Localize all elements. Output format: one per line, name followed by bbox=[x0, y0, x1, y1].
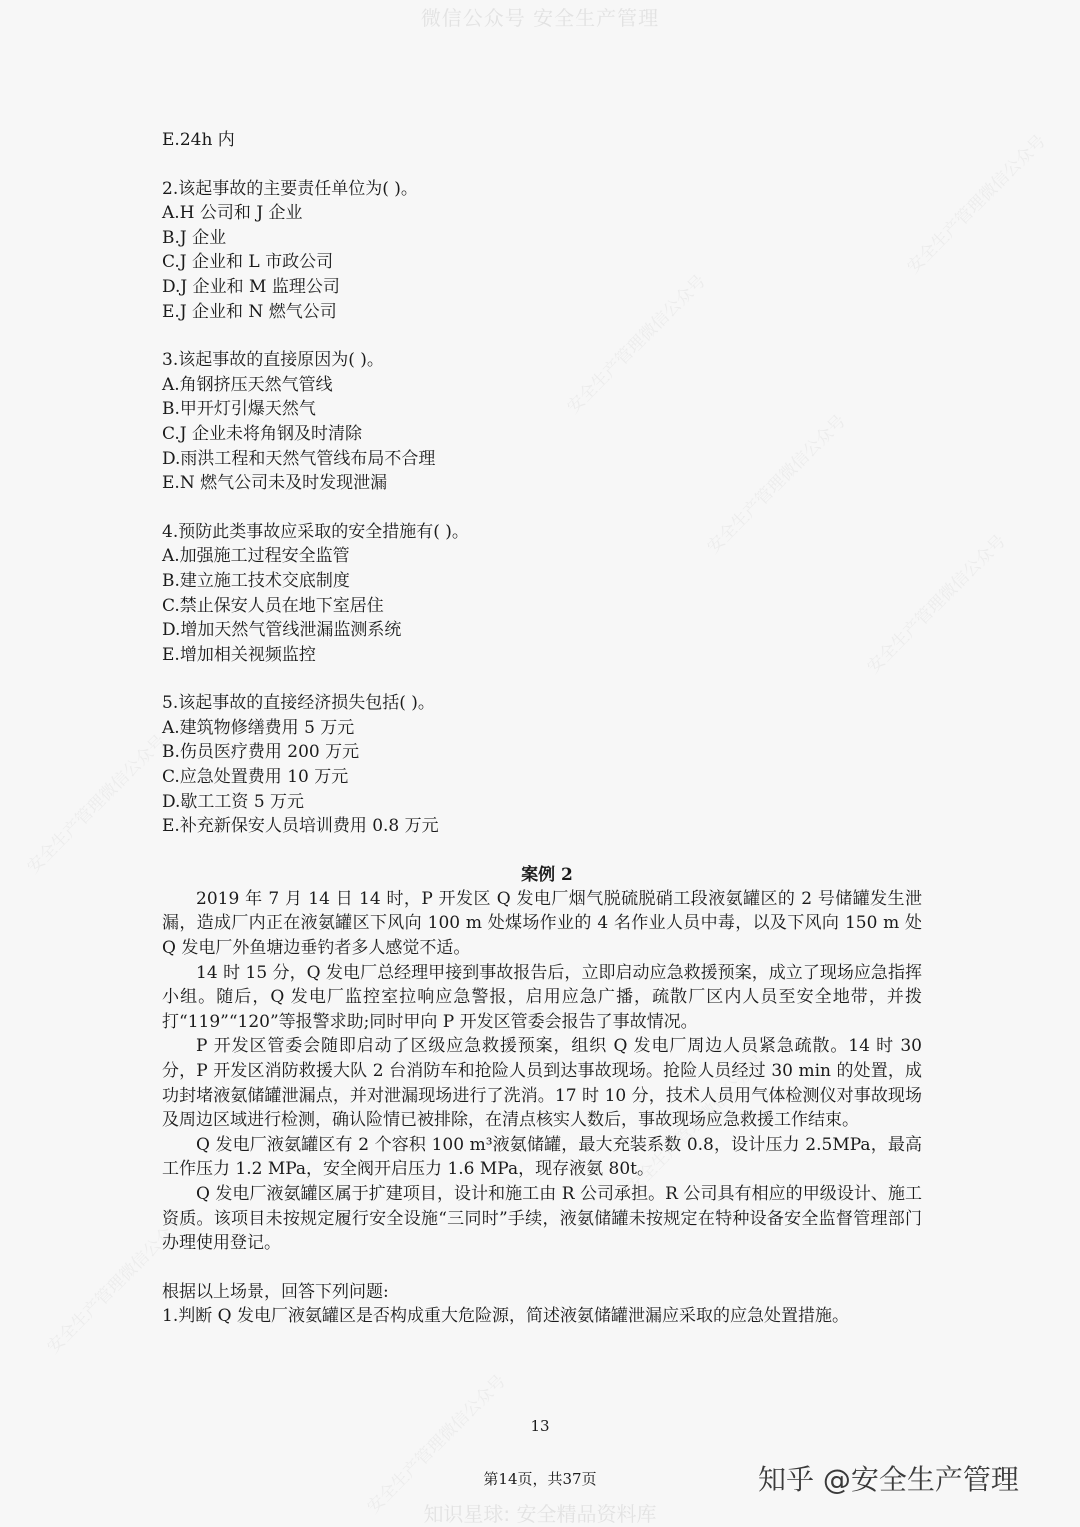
case-paragraph: P 开发区管委会随即启动了区级应急救援预案，组织 Q 发电厂周边人员紧急疏散。14 时 30 分，P 开发区消防救援大队 2 台消防车和抢险人员到达事故现场。抢险人员经过 30 min 的处置，成功封堵液氨储罐泄漏点，并对泄漏现场进行了洗消。17 时 10 分，技术人员用气体检测仪对事故现场及周边区域进行检测，确认险情已被排除，在清点核实人数后，事故现场应急救援工作结束。 bbox=[162, 1036, 922, 1131]
option-line: E.增加相关视频监控 bbox=[162, 644, 316, 665]
zhihu-credit: 知乎 @安全生产管理 bbox=[758, 1463, 1019, 1496]
option-line: A.H 公司和 J 企业 bbox=[162, 203, 303, 224]
option-line: D.增加天然气管线泄漏监测系统 bbox=[162, 620, 402, 641]
option-line: D.J 企业和 M 监理公司 bbox=[162, 276, 340, 297]
diagonal-watermark: 安全生产管理微信公众号 bbox=[563, 271, 710, 418]
option-line: B.甲开灯引爆天然气 bbox=[162, 399, 316, 420]
option-line: C.J 企业和 L 市政公司 bbox=[162, 252, 334, 273]
option-line: E.24h 内 bbox=[162, 130, 235, 150]
case-title: 案例 2 bbox=[521, 864, 573, 885]
case-question-1: 1.判断 Q 发电厂液氨罐区是否构成重大危险源，简述液氨储罐泄漏应采取的应急处置措施。 bbox=[162, 1306, 849, 1327]
question-3 bbox=[162, 348, 922, 496]
question-stem: 5.该起事故的直接经济损失包括( )。 bbox=[162, 693, 435, 714]
question-4 bbox=[162, 520, 922, 668]
option-line: A.加强施工过程安全监管 bbox=[162, 546, 350, 567]
diagonal-watermark: 安全生产管理微信公众号 bbox=[863, 531, 1010, 678]
question-stem: 4.预防此类事故应采取的安全措施有( )。 bbox=[162, 521, 469, 542]
option-block-prev bbox=[162, 128, 922, 153]
case-prompt: 根据以上场景，回答下列问题: bbox=[162, 1281, 389, 1302]
page-number: 13 bbox=[530, 1417, 550, 1435]
document-body bbox=[162, 128, 922, 1329]
option-line: E.J 企业和 N 燃气公司 bbox=[162, 301, 337, 322]
option-line: C.应急处置费用 10 万元 bbox=[162, 767, 349, 788]
option-line: D.歇工工资 5 万元 bbox=[162, 791, 305, 812]
case-paragraph: 2019 年 7 月 14 日 14 时，P 开发区 Q 发电厂烟气脱硫脱硝工段液氨罐区的 2 号储罐发生泄漏，造成厂内正在液氨罐区下风向 100 m 处煤场作业的 4 名作业人员中毒，以及下风向 150 m 处 Q 发电厂外鱼塘边垂钓者多人感觉不适。 bbox=[162, 888, 922, 959]
question-2 bbox=[162, 177, 922, 325]
question-stem: 3.该起事故的直接原因为( )。 bbox=[162, 350, 384, 371]
option-line: E.N 燃气公司未及时发现泄漏 bbox=[162, 473, 388, 494]
option-line: B.建立施工技术交底制度 bbox=[162, 570, 350, 591]
diagonal-watermark: 安全生产管理微信公众号 bbox=[363, 1371, 510, 1518]
question-stem: 2.该起事故的主要责任单位为( )。 bbox=[162, 178, 418, 199]
case-paragraph: 14 时 15 分，Q 发电厂总经理甲接到事故报告后，立即启动应急救援预案，成立了现场应急指挥小组。随后，Q 发电厂监控室拉响应急警报，启用应急广播，疏散厂区内人员至安全地带，并拨打“119”“120”等报警求助;同时甲向 P 开发区管委会报告了事故情况。 bbox=[162, 962, 922, 1032]
diagonal-watermark: 安全生产管理微信公众号 bbox=[903, 131, 1050, 278]
option-line: B.J 企业 bbox=[162, 227, 227, 248]
top-watermark: 微信公众号 安全生产管理 bbox=[420, 6, 660, 30]
page-count: 第14页，共37页 bbox=[483, 1470, 597, 1488]
option-line: A.建筑物修缮费用 5 万元 bbox=[162, 717, 355, 738]
option-line: A.角钢挤压天然气管线 bbox=[162, 374, 333, 395]
option-line: C.禁止保安人员在地下室居住 bbox=[162, 595, 384, 616]
diagonal-watermark: 安全生产管理微信公众号 bbox=[623, 1051, 770, 1198]
diagonal-watermark: 安全生产管理微信公众号 bbox=[23, 731, 170, 878]
bottom-watermark: 知识星球: 安全精品资料库 bbox=[423, 1502, 657, 1526]
case-paragraph: Q 发电厂液氨罐区有 2 个容积 100 m³液氨储罐，最大充装系数 0.8，设计压力 2.5MPa，最高工作压力 1.2 MPa，安全阀开启压力 1.6 MPa，现存液氨 80t。 bbox=[162, 1134, 922, 1180]
option-line: D.雨洪工程和天然气管线布局不合理 bbox=[162, 448, 436, 469]
diagonal-watermark: 安全生产管理微信公众号 bbox=[703, 411, 850, 558]
case-paragraph: Q 发电厂液氨罐区属于扩建项目，设计和施工由 R 公司承担。R 公司具有相应的甲级设计、施工资质。该项目未按规定履行安全设施“三同时”手续，液氨储罐未按规定在特种设备安全监督管理部门办理使用登记。 bbox=[162, 1183, 922, 1254]
option-line: E.补充新保安人员培训费用 0.8 万元 bbox=[162, 816, 439, 837]
question-5 bbox=[162, 691, 922, 839]
option-line: C.J 企业未将角钢及时清除 bbox=[162, 423, 363, 444]
diagonal-watermark: 安全生产管理微信公众号 bbox=[43, 1211, 190, 1358]
option-line: B.伤员医疗费用 200 万元 bbox=[162, 742, 360, 763]
